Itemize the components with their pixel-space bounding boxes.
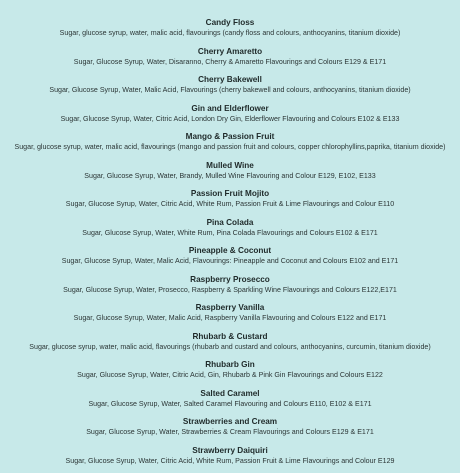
product-name: Raspberry Prosecco bbox=[0, 274, 460, 285]
product-entry bbox=[0, 359, 460, 388]
product-name: Mulled Wine bbox=[0, 160, 460, 171]
product-entry bbox=[0, 46, 460, 75]
product-entry bbox=[0, 217, 460, 246]
product-ingredients: Sugar, Glucose Syrup, Water, Citric Acid, White Rum, Passion Fruit & Lime Flavourings and Colour E129 bbox=[0, 456, 460, 467]
product-entry bbox=[0, 388, 460, 417]
product-name: Mango & Passion Fruit bbox=[0, 131, 460, 142]
product-entry bbox=[0, 445, 460, 473]
product-name: Salted Caramel bbox=[0, 388, 460, 399]
product-ingredients: Sugar, Glucose Syrup, Water, Strawberries & Cream Flavourings and Colours E129 & E171 bbox=[0, 427, 460, 438]
product-ingredients: Sugar, glucose syrup, water, malic acid, flavourings (mango and passion fruit and colours, copper chlorophyllins,paprika, titanium dioxide) bbox=[0, 142, 460, 153]
product-name: Strawberries and Cream bbox=[0, 416, 460, 427]
product-ingredients: Sugar, Glucose Syrup, Water, Citric Acid, London Dry Gin, Elderflower Flavouring and Colours E102 & E133 bbox=[0, 114, 460, 125]
product-name: Candy Floss bbox=[0, 17, 460, 28]
product-name: Rhubarb Gin bbox=[0, 359, 460, 370]
product-ingredients bbox=[0, 0, 460, 1]
product-entry bbox=[0, 0, 460, 17]
product-entry bbox=[0, 103, 460, 132]
product-name: Pineapple & Coconut bbox=[0, 245, 460, 256]
product-name: Gin and Elderflower bbox=[0, 103, 460, 114]
product-entry bbox=[0, 188, 460, 217]
product-entry bbox=[0, 245, 460, 274]
product-entry bbox=[0, 160, 460, 189]
product-name: Passion Fruit Mojito bbox=[0, 188, 460, 199]
product-entry bbox=[0, 74, 460, 103]
product-ingredients: Sugar, glucose syrup, water, malic acid, flavourings (candy floss and colours, anthocyanins, titanium dioxide) bbox=[0, 28, 460, 39]
product-entry bbox=[0, 274, 460, 303]
product-name: Strawberry Daiquiri bbox=[0, 445, 460, 456]
product-ingredients: Sugar, Glucose Syrup, Water, Citric Acid, Gin, Rhubarb & Pink Gin Flavourings and Colours E122 bbox=[0, 370, 460, 381]
product-name: Raspberry Vanilla bbox=[0, 302, 460, 313]
product-ingredients: Sugar, Glucose Syrup, Water, Malic Acid, Raspberry Vanilla Flavouring and Colours E122 and E171 bbox=[0, 313, 460, 324]
product-name: Pina Colada bbox=[0, 217, 460, 228]
product-ingredients: Sugar, Glucose Syrup, Water, White Rum, Pina Colada Flavourings and Colours E102 & E171 bbox=[0, 228, 460, 239]
product-ingredients: Sugar, Glucose Syrup, Water, Disaranno, Cherry & Amaretto Flavourings and Colours E129 & E171 bbox=[0, 57, 460, 68]
product-name: Rhubarb & Custard bbox=[0, 331, 460, 342]
product-entry bbox=[0, 131, 460, 160]
product-ingredients: Sugar, Glucose Syrup, Water, Salted Caramel Flavouring and Colours E110, E102 & E171 bbox=[0, 399, 460, 410]
product-entry bbox=[0, 331, 460, 360]
product-ingredients: Sugar, glucose syrup, water, malic acid, flavourings (rhubarb and custard and colours, anthocyanins, curcumin, titanium dioxide) bbox=[0, 342, 460, 353]
product-ingredients: Sugar, Glucose Syrup, Water, Prosecco, Raspberry & Sparkling Wine Flavourings and Colours E122,E171 bbox=[0, 285, 460, 296]
product-ingredients: Sugar, Glucose Syrup, Water, Citric Acid, White Rum, Passion Fruit & Lime Flavourings and Colour E110 bbox=[0, 199, 460, 210]
product-ingredients: Sugar, Glucose Syrup, Water, Malic Acid, Flavourings (cherry bakewell and colours, anthocyanins, titanium dioxide) bbox=[0, 85, 460, 96]
product-entry bbox=[0, 302, 460, 331]
product-entry bbox=[0, 17, 460, 46]
product-entry bbox=[0, 416, 460, 445]
product-name: Cherry Amaretto bbox=[0, 46, 460, 57]
product-ingredients: Sugar, Glucose Syrup, Water, Malic Acid, Flavourings: Pineapple and Coconut and Colours E102 and E171 bbox=[0, 256, 460, 267]
product-ingredients: Sugar, Glucose Syrup, Water, Brandy, Mulled Wine Flavouring and Colour E129, E102, E133 bbox=[0, 171, 460, 182]
product-name: Cherry Bakewell bbox=[0, 74, 460, 85]
